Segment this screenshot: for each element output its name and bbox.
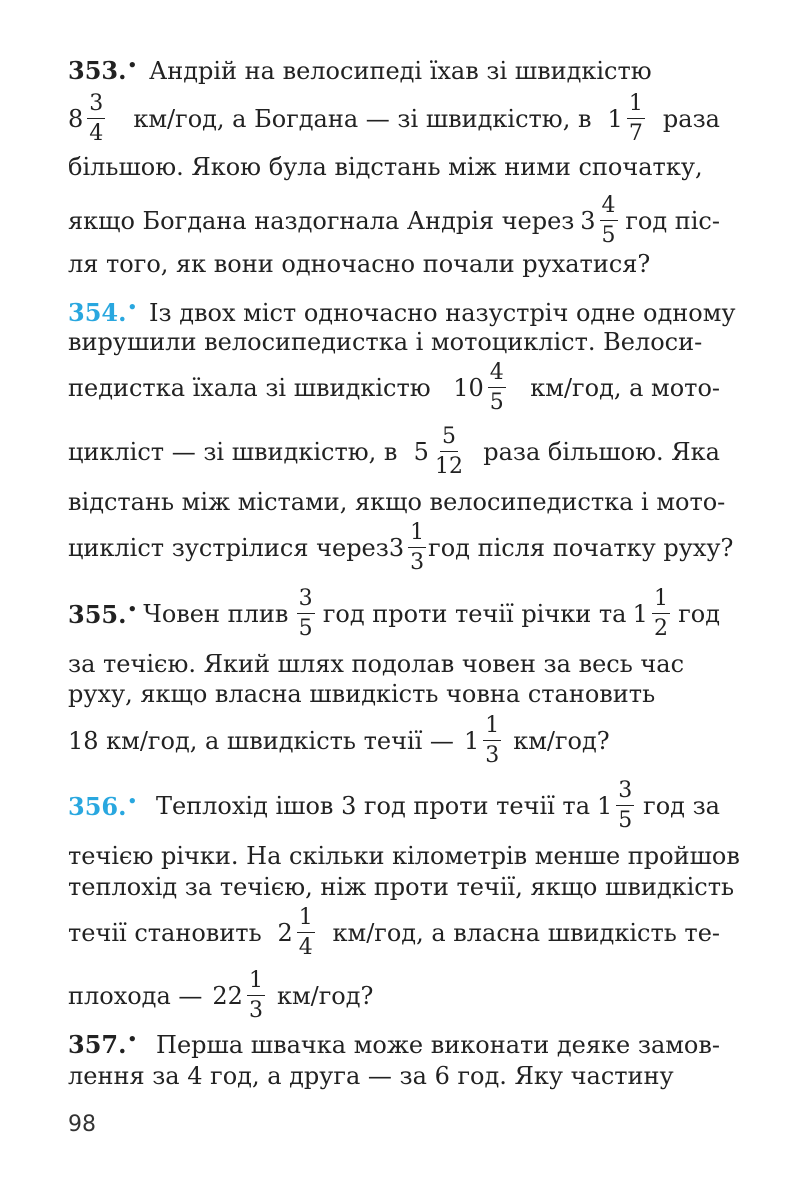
text: год після початку руху? <box>428 534 734 562</box>
text: руху, якщо власна швидкість човна становить <box>68 680 656 708</box>
p354-line4 <box>68 426 720 478</box>
p353-line2 <box>68 93 720 145</box>
p356-line2 <box>68 842 740 870</box>
text: якщо Богдана наздогнала Андрія через <box>68 207 575 235</box>
mixed-fraction: 22 $\frac{1}{3}$ <box>212 968 263 1023</box>
text: Човен плив <box>143 600 289 628</box>
text: течії становить <box>68 919 262 947</box>
text: теплохід за течією, ніж проти течії, якщо швидкість <box>68 873 735 901</box>
mixed-fraction: 1 $\frac{1}{7}$ <box>607 91 643 146</box>
text: год піс- <box>625 207 720 235</box>
p356-line3 <box>68 873 735 901</box>
mixed-fraction: 1 $\frac{1}{2}$ <box>632 586 668 641</box>
p355-line3 <box>68 680 720 708</box>
mixed-fraction: 1 $\frac{3}{5}$ <box>596 778 633 833</box>
p354-line2 <box>68 328 720 356</box>
p353-line3 <box>68 153 720 181</box>
fraction: $\frac{3}{5}$ <box>298 586 313 641</box>
problem-number-355: 355.• <box>68 599 138 629</box>
p357-line2 <box>68 1062 720 1090</box>
p356-line1 <box>68 780 720 832</box>
text: Перша швачка може виконати деяке замов- <box>156 1030 720 1059</box>
p355-line4 <box>68 715 720 767</box>
text: раза <box>662 105 720 133</box>
problem-number-356: 356.• <box>68 791 138 821</box>
page-number: 98 <box>68 1112 96 1137</box>
p353-line4 <box>68 195 720 247</box>
mixed-fraction: 3 $\frac{4}{5}$ <box>580 193 616 248</box>
text: Андрій на велосипеді їхав зі швидкістю <box>149 56 652 85</box>
problem-number-354: 354.• <box>68 298 138 327</box>
p355-line2 <box>68 650 720 678</box>
p354-line6 <box>68 520 734 575</box>
text: год <box>678 600 720 628</box>
mixed-fraction: 3 $\frac{1}{3}$ <box>388 520 425 575</box>
p356-line4 <box>68 907 720 959</box>
p357-line1 <box>68 1030 720 1059</box>
mixed-fraction: 5 $\frac{5}{12}$ <box>413 424 463 479</box>
text: км/год, а Богдана — зі швидкістю, в <box>133 105 592 133</box>
text: год проти течії річки та <box>322 600 627 628</box>
text: км/год, а мото- <box>530 374 720 402</box>
text: Із двох міст одночасно назустріч одне одному <box>149 298 736 327</box>
text: км/год? <box>276 982 374 1010</box>
text: відстань між містами, якщо велосипедистка і мото- <box>68 488 726 516</box>
text: раза більшою. Яка <box>483 438 720 466</box>
text: цикліст — зі швидкістю, в <box>68 438 398 466</box>
text: педистка їхала зі швидкістю <box>68 374 431 402</box>
problem-number-353: 353.• <box>68 56 138 85</box>
p355-line1 <box>68 588 720 640</box>
text: більшою. Якою була відстань між ними спочатку, <box>68 153 703 181</box>
mixed-fraction: 8 $\frac{3}{4}$ <box>68 91 104 146</box>
text: лення за 4 год, а друга — за 6 год. Яку частину <box>68 1062 674 1090</box>
text: км/год? <box>513 727 610 755</box>
p354-line1 <box>68 298 736 327</box>
text: км/год, а власна швидкість те- <box>332 919 720 947</box>
p356-line5 <box>68 970 720 1022</box>
text: 18 км/год, а швидкість течії — <box>68 727 454 755</box>
text: год за <box>643 792 720 820</box>
p354-line3 <box>68 362 720 414</box>
text: цикліст зустрілися через <box>68 534 389 562</box>
text: вирушили велосипедистка і мотоцикліст. Велоси- <box>68 328 703 356</box>
p353-line5 <box>68 250 720 278</box>
problem-number-357: 357.• <box>68 1030 138 1059</box>
text: плохода — <box>68 982 203 1010</box>
text: течією річки. На скільки кілометрів менше пройшов <box>68 842 740 870</box>
p353-line1 <box>68 56 720 85</box>
text: за течією. Який шлях подолав човен за весь час <box>68 650 685 678</box>
mixed-fraction: 1 $\frac{1}{3}$ <box>463 713 500 768</box>
p354-line5 <box>68 488 726 516</box>
mixed-fraction: 2 $\frac{1}{4}$ <box>277 905 313 960</box>
text: ля того, як вони одночасно почали рухатися? <box>68 250 651 278</box>
text: Теплохід ішов 3 год проти течії та <box>155 792 591 820</box>
mixed-fraction: 10 $\frac{4}{5}$ <box>453 360 504 415</box>
